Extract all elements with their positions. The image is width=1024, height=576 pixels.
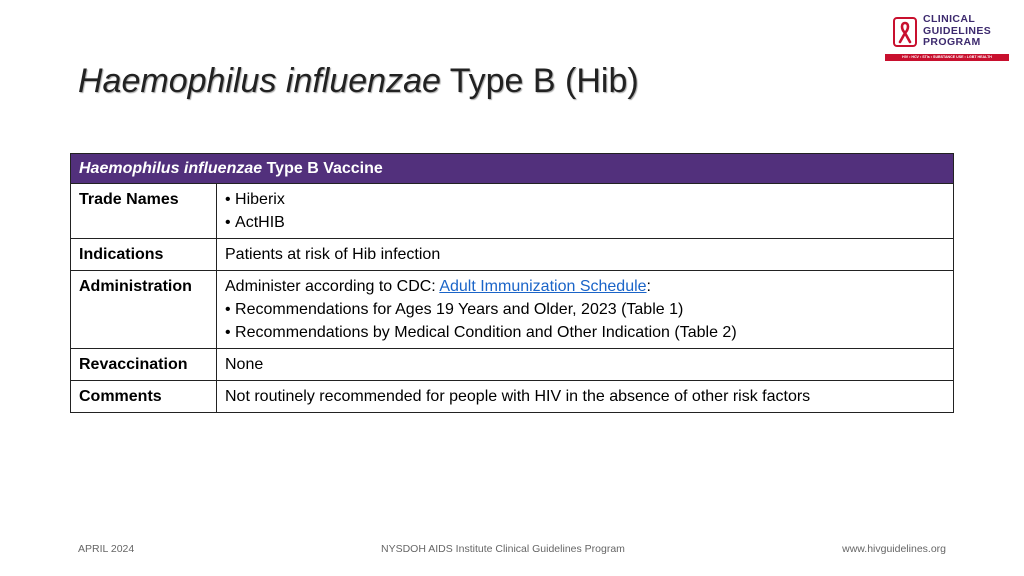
logo-text [923,14,991,49]
table-row [71,349,954,381]
table-header-row [71,154,954,184]
row-value-comments: Not routinely recommended for people with HIV in the absence of other risk factors [217,381,954,413]
table-row [71,239,954,271]
row-label-comments: Comments [71,381,217,413]
ribbon-icon [893,17,917,47]
title-rest: Type B (Hib) [440,62,639,100]
row-value-revaccination: None [217,349,954,381]
footer-url: www.hivguidelines.org [842,543,946,555]
logo-line-2: GUIDELINES [923,24,992,37]
list-item: • Recommendations for Ages 19 Years and Older, 2023 (Table 1) [225,298,945,321]
table-header [71,154,954,184]
logo-line-1: CLINICAL [923,13,976,25]
table-header-rest: Type B Vaccine [262,160,383,177]
vaccine-table [70,153,954,413]
table-row [71,184,954,239]
footer-program: NYSDOH AIDS Institute Clinical Guidelines Program [381,543,625,555]
page-title [78,62,639,101]
footer-date: APRIL 2024 [78,543,135,555]
list-item: • Recommendations by Medical Condition and Other Indication (Table 2) [225,321,945,344]
row-value-administration [217,271,954,349]
administration-intro [225,275,945,298]
table-header-italic: Haemophilus influenzae [79,160,263,177]
row-label-revaccination: Revaccination [71,349,217,381]
program-logo [885,14,1009,64]
title-italic: Haemophilus influenzae [78,62,441,100]
row-label-indications: Indications [71,239,217,271]
row-label-trade-names: Trade Names [71,184,217,239]
adult-immunization-schedule-link[interactable]: Adult Immunization Schedule [439,278,647,295]
row-value-trade-names [217,184,954,239]
row-value-indications: Patients at risk of Hib infection [217,239,954,271]
table-row [71,271,954,349]
trade-names-list [225,188,945,234]
logo-tagline: HIV • HCV • STIs • SUBSTANCE USE • LGBT HEALTH [885,54,1009,61]
administration-intro-end: : [646,278,651,295]
logo-line-3: PROGRAM [923,36,981,48]
administration-list [225,298,945,344]
row-label-administration: Administration [71,271,217,349]
administration-intro-text: Administer according to CDC: [225,278,440,295]
list-item: • Hiberix [225,188,945,211]
list-item: • ActHIB [225,211,945,234]
table-row [71,381,954,413]
